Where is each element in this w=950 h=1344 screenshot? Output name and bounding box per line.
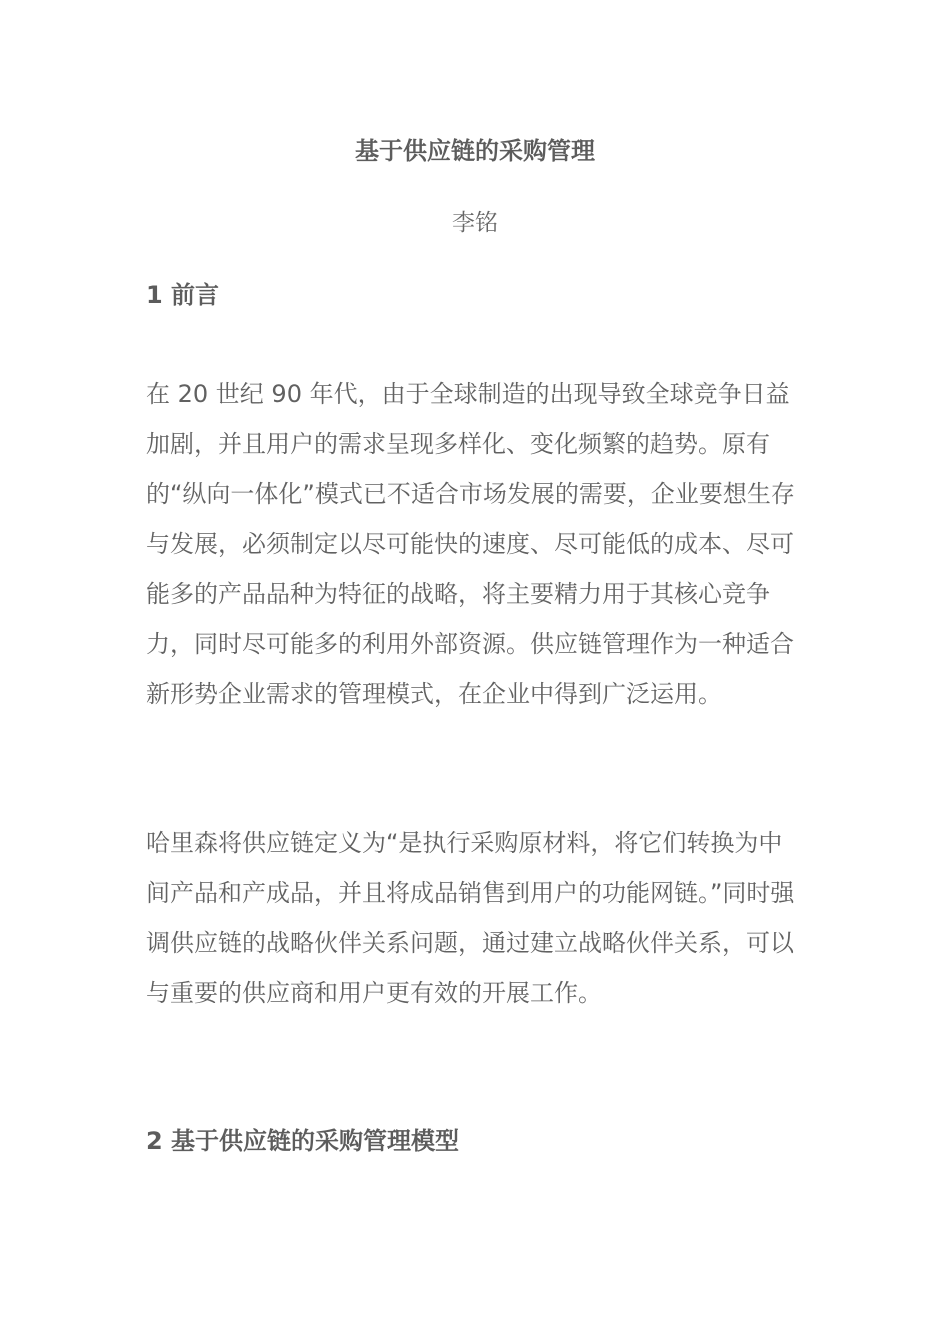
document-author: 李铭 <box>452 210 498 236</box>
paragraph-intro: 在 20 世纪 90 年代，由于全球制造的出现导致全球竞争日益加剧，并且用户的需求呈现多样化、变化频繁的趋势。原有的“纵向一体化”模式已不适合市场发展的需要，企业要想生存与发展，必须制定以尽可能快的速度、尽可能低的成本、尽可能多的产品品种为特征的战略，将主要精力用于其核心竞争力，同时尽可能多的利用外部资源。供应链管理作为一种适合新形势企业需求的管理模式，在企业中得到广泛运用。 <box>146 380 795 708</box>
document-title: 基于供应链的采购管理 <box>355 137 595 165</box>
section-heading-preface: 1 前言 <box>146 281 220 309</box>
section-heading-model: 2 基于供应链的采购管理模型 <box>146 1127 460 1155</box>
paragraph-definition: 哈里森将供应链定义为“是执行采购原材料，将它们转换为中间产品和产成品，并且将成品销售到用户的功能网链。”同时强调供应链的战略伙伴关系问题，通过建立战略伙伴关系，可以与重要的供应商和用户更有效的开展工作。 <box>146 829 795 1007</box>
